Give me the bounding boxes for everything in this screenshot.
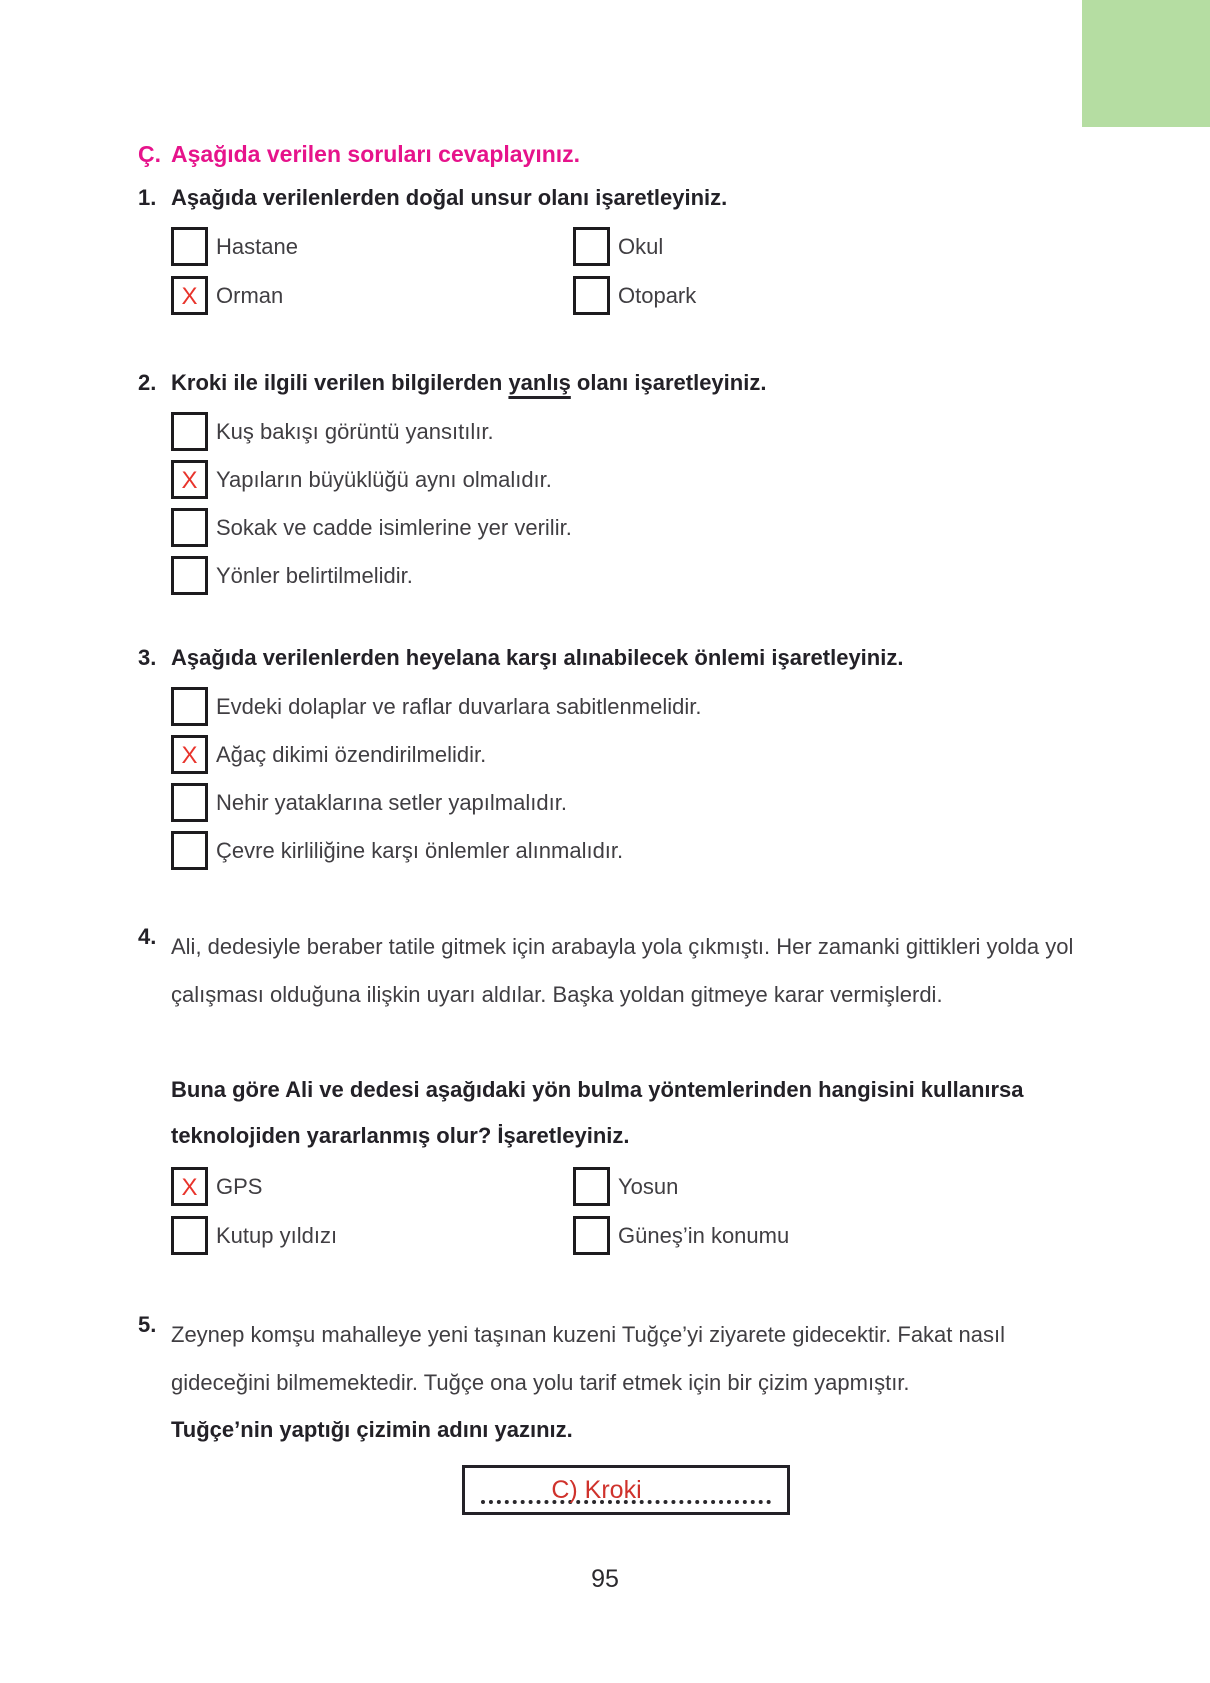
option-orman-label: Orman [216,282,284,308]
checkbox-cevre-kirliligi[interactable] [171,831,208,870]
option-yosun [573,1167,1080,1206]
question-4-prompt: Buna göre Ali ve dedesi aşağıdaki yön bulma yöntemlerinden hangisini kullanırsa teknolojiden yararlanmış olur? İşaretleyiniz. [171,1077,1024,1148]
question-1-number: 1. [138,185,157,210]
option-gps-label: GPS [216,1173,263,1199]
checkbox-kus-bakisi[interactable] [171,412,208,451]
question-1-title: Aşağıda verilenlerden doğal unsur olanı işaretleyiniz. [171,185,728,210]
question-4-paragraph: Ali, dedesiyle beraber tatile gitmek için arabayla yola çıkmıştı. Her zamanki gittikleri yolda yol çalışması olduğuna ilişkin uyarı aldılar. Başka yoldan gitmeye karar vermişlerdi. [171,934,1074,1007]
answer-text: C) Kroki [551,1476,642,1504]
question-1-options [171,227,1080,325]
option-yapilarin-buyuklugu [171,460,1080,499]
question-5-paragraph: Zeynep komşu mahalleye yeni taşınan kuzeni Tuğçe’yi ziyarete gidecektir. Fakat nasıl gideceğini bilmemektedir. Tuğçe ona yolu tarif etmek için bir çizim yapmıştır. [171,1322,1005,1395]
option-yonler-label: Yönler belirtilmelidir. [216,562,413,588]
option-yosun-label: Yosun [618,1173,679,1199]
question-2-options [171,412,1080,595]
checkbox-yosun[interactable] [573,1167,610,1206]
option-evdeki-dolaplar [171,687,1080,726]
question-3-options [171,687,1080,870]
question-2-title-underlined-word: yanlış [508,370,571,395]
option-gunesin-konumu-label: Güneş’in konumu [618,1222,790,1248]
question-3-title: Aşağıda verilenlerden heyelana karşı alınabilecek önlemi işaretleyiniz. [171,645,904,670]
page-content [138,140,1080,1515]
option-orman [171,276,573,315]
checkbox-gps[interactable] [171,1167,208,1206]
option-kus-bakisi [171,412,1080,451]
question-2-number: 2. [138,370,157,395]
option-hastane-label: Hastane [216,233,298,259]
question-5-prompt: Tuğçe’nin yaptığı çizimin adını yazınız. [171,1417,573,1442]
option-gunesin-konumu [573,1216,1080,1255]
option-otopark-label: Otopark [618,282,697,308]
question-5-number: 5. [138,1312,157,1337]
section-header [138,140,1080,168]
option-okul-label: Okul [618,233,664,259]
option-yapilarin-buyuklugu-label: Yapıların büyüklüğü aynı olmalıdır. [216,466,552,492]
option-agac-dikimi [171,735,1080,774]
question-3 [138,644,1080,879]
question-4-options [171,1167,1080,1265]
checkbox-yonler[interactable] [171,556,208,595]
x-mark: X [181,741,198,769]
checkbox-gunesin-konumu[interactable] [573,1216,610,1255]
option-cevre-kirliligi-label: Çevre kirliliğine karşı önlemler alınmalıdır. [216,837,624,863]
question-3-number: 3. [138,645,157,670]
section-letter: Ç. [138,141,161,167]
checkbox-sokak-cadde[interactable] [171,508,208,547]
option-evdeki-dolaplar-label: Evdeki dolaplar ve raflar duvarlara sabitlenmelidir. [216,693,702,719]
checkbox-nehir-yataklari[interactable] [171,783,208,822]
question-2-title-pre: Kroki ile ilgili verilen bilgilerden [171,370,509,395]
question-4-number: 4. [138,924,157,949]
option-nehir-yataklari [171,783,1080,822]
option-otopark [573,276,1080,315]
question-2 [138,369,1080,604]
option-kutup-yildizi-label: Kutup yıldızı [216,1222,338,1248]
checkbox-orman[interactable] [171,276,208,315]
option-nehir-yataklari-label: Nehir yataklarına setler yapılmalıdır. [216,789,567,815]
checkbox-kutup-yildizi[interactable] [171,1216,208,1255]
question-1 [138,184,1080,325]
question-5 [138,1311,1080,1515]
option-agac-dikimi-label: Ağaç dikimi özendirilmelidir. [216,741,487,767]
x-mark: X [181,1173,198,1201]
option-sokak-cadde-label: Sokak ve cadde isimlerine yer verilir. [216,514,572,540]
answer-box[interactable] [462,1465,790,1515]
question-4 [138,923,1080,1265]
checkbox-yapilarin-buyuklugu[interactable] [171,460,208,499]
section-title: Aşağıda verilen soruları cevaplayınız. [171,141,581,167]
option-yonler [171,556,1080,595]
option-okul [573,227,1080,266]
checkbox-okul[interactable] [573,227,610,266]
option-cevre-kirliligi [171,831,1080,870]
option-kus-bakisi-label: Kuş bakışı görüntü yansıtılır. [216,418,494,444]
checkbox-evdeki-dolaplar[interactable] [171,687,208,726]
corner-decoration [1082,0,1210,127]
option-sokak-cadde [171,508,1080,547]
option-kutup-yildizi [171,1216,573,1255]
checkbox-hastane[interactable] [171,227,208,266]
x-mark: X [181,466,198,494]
checkbox-otopark[interactable] [573,276,610,315]
page-number: 95 [591,1565,619,1593]
option-gps [171,1167,573,1206]
question-2-title-post: olanı işaretleyiniz. [570,370,767,395]
checkbox-agac-dikimi[interactable] [171,735,208,774]
option-hastane [171,227,573,266]
question-2-title [171,369,1080,397]
x-mark: X [181,282,198,310]
